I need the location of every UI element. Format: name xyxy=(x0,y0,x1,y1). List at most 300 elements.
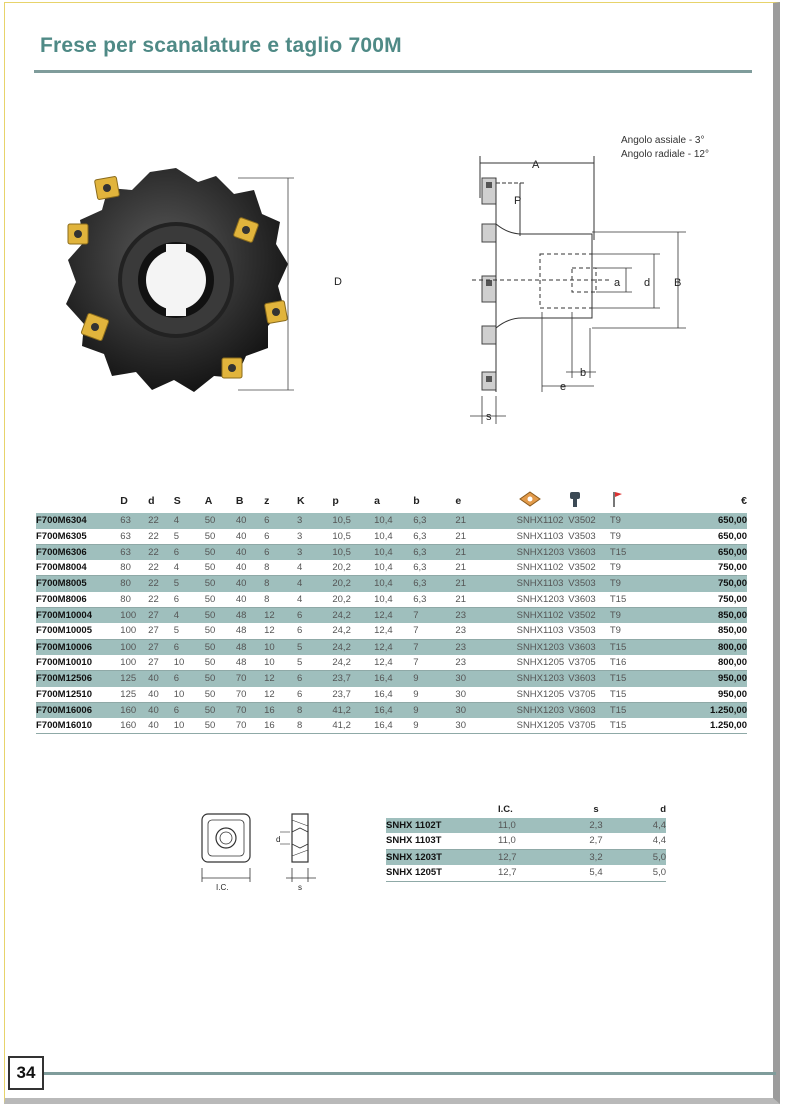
cell-p: 20,2 xyxy=(332,592,374,608)
cell-d: 125 xyxy=(120,671,148,687)
product-code: F700M10010 xyxy=(36,655,120,671)
insert-col-code xyxy=(386,802,498,818)
cell-b: 7 xyxy=(413,639,455,655)
insert-code: SNHX1103 xyxy=(517,576,569,592)
cell-k: 6 xyxy=(297,671,332,687)
cutter-section-diagram xyxy=(462,128,752,424)
insert-table xyxy=(386,802,666,882)
cell-e: 21 xyxy=(455,513,516,528)
cell-k: 4 xyxy=(297,576,332,592)
price: 750,00 xyxy=(710,576,747,592)
cell-p: 20,2 xyxy=(332,560,374,576)
cell-s: 10 xyxy=(174,655,205,671)
cell-a: 16,4 xyxy=(374,702,413,718)
cell-d: 63 xyxy=(120,513,148,528)
dim-A: A xyxy=(532,159,540,171)
cell-k: 3 xyxy=(297,544,332,560)
cell-z: 12 xyxy=(264,623,297,639)
cell-d: 100 xyxy=(120,623,148,639)
cell-a: 50 xyxy=(205,702,236,718)
cell-k: 6 xyxy=(297,608,332,624)
product-code: F700M10004 xyxy=(36,608,120,624)
cell-a: 50 xyxy=(205,623,236,639)
price: 1.250,00 xyxy=(710,718,747,734)
insert-code: SNHX1203 xyxy=(517,592,569,608)
insert-code: SNHX1102 xyxy=(517,560,569,576)
table-row xyxy=(36,702,747,718)
table-row xyxy=(36,576,747,592)
cell-s: 6 xyxy=(174,592,205,608)
dim-D-label: D xyxy=(334,276,342,288)
cell-p: 23,7 xyxy=(332,687,374,703)
screw-code: V3705 xyxy=(568,687,610,703)
page-number: 34 xyxy=(8,1056,44,1090)
cell-s: 4 xyxy=(174,513,205,528)
table-row xyxy=(36,513,747,528)
page-title: Frese per scanalature e taglio 700M xyxy=(40,34,402,57)
col-price: € xyxy=(741,495,747,507)
insert-icon xyxy=(517,490,569,513)
price: 950,00 xyxy=(710,687,747,703)
cell-k: 6 xyxy=(297,687,332,703)
price: 650,00 xyxy=(710,529,747,545)
cell-b: 7 xyxy=(413,655,455,671)
cell-d: 80 xyxy=(120,592,148,608)
cell-s: 6 xyxy=(174,671,205,687)
cell-a: 50 xyxy=(205,655,236,671)
price: 1.250,00 xyxy=(710,702,747,718)
table-row xyxy=(36,529,747,545)
key-code: T15 xyxy=(610,592,710,608)
cell-b: 9 xyxy=(413,687,455,703)
cell-d: 100 xyxy=(120,655,148,671)
cell-a: 50 xyxy=(205,513,236,528)
dim-s: s xyxy=(486,411,492,423)
cell-a: 10,4 xyxy=(374,560,413,576)
price: 750,00 xyxy=(710,592,747,608)
cell-d: 80 xyxy=(120,576,148,592)
product-code: F700M8005 xyxy=(36,576,120,592)
key-code: T9 xyxy=(610,623,710,639)
col-e: e xyxy=(455,495,462,507)
insert-code: SNHX1102 xyxy=(517,513,569,528)
product-code: F700M10005 xyxy=(36,623,120,639)
product-code: F700M16010 xyxy=(36,718,120,734)
cell-d: 160 xyxy=(120,718,148,734)
insert-col-s: s xyxy=(593,804,599,815)
cell-b: 6,3 xyxy=(413,544,455,560)
insert-code: SNHX1205 xyxy=(517,687,569,703)
cell-b: 70 xyxy=(236,687,264,703)
cell-e: 23 xyxy=(455,655,516,671)
key-code: T9 xyxy=(610,513,710,528)
cell-a: 50 xyxy=(205,529,236,545)
cell-a: 10,4 xyxy=(374,576,413,592)
cutter-table xyxy=(36,490,747,734)
product-code: F700M6305 xyxy=(36,529,120,545)
insert-code: SNHX 1103T xyxy=(386,833,498,849)
note-axial: Angolo assiale - 3° xyxy=(621,135,705,146)
insert-s: 3,2 xyxy=(568,849,624,865)
cell-a: 12,4 xyxy=(374,655,413,671)
cell-d: 22 xyxy=(148,529,174,545)
col-z: z xyxy=(264,495,270,507)
cell-p: 24,2 xyxy=(332,623,374,639)
cell-d: 40 xyxy=(148,671,174,687)
cell-k: 5 xyxy=(297,639,332,655)
insert-code: SNHX 1203T xyxy=(386,849,498,865)
cell-p: 24,2 xyxy=(332,639,374,655)
insert-d: 4,4 xyxy=(624,833,666,849)
screw-code: V3502 xyxy=(568,513,610,528)
cell-b: 40 xyxy=(236,513,264,528)
cell-a: 12,4 xyxy=(374,623,413,639)
table-row xyxy=(36,655,747,671)
table-row xyxy=(36,639,747,655)
insert-code: SNHX1205 xyxy=(517,718,569,734)
cell-a: 10,4 xyxy=(374,529,413,545)
table-row xyxy=(36,687,747,703)
table-row xyxy=(36,544,747,560)
col-D: D xyxy=(120,495,128,507)
cell-d: 63 xyxy=(120,544,148,560)
key-code: T15 xyxy=(610,671,710,687)
key-code: T16 xyxy=(610,655,710,671)
price: 800,00 xyxy=(710,655,747,671)
product-code: F700M8006 xyxy=(36,592,120,608)
cell-d: 27 xyxy=(148,623,174,639)
insert-d: 5,0 xyxy=(624,865,666,881)
table-row xyxy=(36,592,747,608)
cell-d: 100 xyxy=(120,608,148,624)
cell-b: 48 xyxy=(236,623,264,639)
key-code: T15 xyxy=(610,687,710,703)
key-code: T9 xyxy=(610,608,710,624)
insert-table-header xyxy=(386,802,666,818)
insert-row xyxy=(386,849,666,865)
cell-k: 8 xyxy=(297,702,332,718)
cell-z: 12 xyxy=(264,608,297,624)
cell-z: 6 xyxy=(264,513,297,528)
cell-e: 23 xyxy=(455,623,516,639)
cell-k: 3 xyxy=(297,529,332,545)
insert-code: SNHX 1205T xyxy=(386,865,498,881)
cell-s: 10 xyxy=(174,718,205,734)
cell-z: 12 xyxy=(264,687,297,703)
col-b: b xyxy=(413,495,420,507)
fig-ic: I.C. xyxy=(216,883,229,892)
dim-b: b xyxy=(580,367,587,379)
cell-k: 4 xyxy=(297,592,332,608)
cell-z: 8 xyxy=(264,592,297,608)
cell-b: 40 xyxy=(236,529,264,545)
cell-b: 6,3 xyxy=(413,529,455,545)
cell-d: 22 xyxy=(148,592,174,608)
cell-k: 4 xyxy=(297,560,332,576)
cell-e: 21 xyxy=(455,560,516,576)
cell-a: 50 xyxy=(205,560,236,576)
insert-s: 2,3 xyxy=(568,818,624,834)
cell-b: 70 xyxy=(236,671,264,687)
cell-p: 23,7 xyxy=(332,671,374,687)
dim-a: a xyxy=(614,277,621,289)
cell-z: 8 xyxy=(264,576,297,592)
cell-p: 41,2 xyxy=(332,702,374,718)
cell-e: 30 xyxy=(455,687,516,703)
cell-d: 160 xyxy=(120,702,148,718)
cell-d: 22 xyxy=(148,544,174,560)
cell-p: 10,5 xyxy=(332,513,374,528)
cell-d: 40 xyxy=(148,718,174,734)
price: 950,00 xyxy=(710,671,747,687)
cell-b: 6,3 xyxy=(413,560,455,576)
fig-s: s xyxy=(298,883,302,892)
key-code: T9 xyxy=(610,529,710,545)
cell-b: 6,3 xyxy=(413,513,455,528)
col-p: p xyxy=(332,495,339,507)
cell-a: 50 xyxy=(205,544,236,560)
cell-d: 22 xyxy=(148,513,174,528)
cell-e: 21 xyxy=(455,592,516,608)
insert-s: 5,4 xyxy=(568,865,624,881)
insert-col-d: d xyxy=(660,804,666,815)
cell-e: 23 xyxy=(455,608,516,624)
insert-s: 2,7 xyxy=(568,833,624,849)
cell-b: 7 xyxy=(413,608,455,624)
col-K: K xyxy=(297,495,305,507)
screw-code: V3502 xyxy=(568,560,610,576)
cell-d: 125 xyxy=(120,687,148,703)
cell-b: 40 xyxy=(236,576,264,592)
dim-B: B xyxy=(674,277,682,289)
key-code: T9 xyxy=(610,576,710,592)
cell-s: 4 xyxy=(174,608,205,624)
cell-s: 5 xyxy=(174,576,205,592)
cell-a: 16,4 xyxy=(374,718,413,734)
fig-d: d xyxy=(276,835,281,844)
cell-b: 48 xyxy=(236,639,264,655)
cell-a: 10,4 xyxy=(374,544,413,560)
cell-z: 16 xyxy=(264,718,297,734)
insert-code: SNHX1203 xyxy=(517,702,569,718)
cell-b: 6,3 xyxy=(413,576,455,592)
cell-e: 21 xyxy=(455,576,516,592)
cell-z: 8 xyxy=(264,560,297,576)
price: 850,00 xyxy=(710,608,747,624)
product-code: F700M16006 xyxy=(36,702,120,718)
cell-b: 40 xyxy=(236,592,264,608)
screw-code: V3705 xyxy=(568,718,610,734)
cell-a: 50 xyxy=(205,592,236,608)
col-B: B xyxy=(235,495,244,507)
cell-a: 50 xyxy=(205,718,236,734)
product-code: F700M12506 xyxy=(36,671,120,687)
cell-a: 12,4 xyxy=(374,608,413,624)
cell-b: 48 xyxy=(236,655,264,671)
cell-a: 10,4 xyxy=(374,513,413,528)
table-row xyxy=(36,623,747,639)
insert-code: SNHX1103 xyxy=(517,529,569,545)
cell-k: 6 xyxy=(297,623,332,639)
cell-z: 10 xyxy=(264,639,297,655)
cell-s: 5 xyxy=(174,529,205,545)
cell-a: 50 xyxy=(205,671,236,687)
cell-a: 16,4 xyxy=(374,671,413,687)
cell-b: 70 xyxy=(236,702,264,718)
key-code: T15 xyxy=(610,702,710,718)
insert-col-ic: I.C. xyxy=(498,804,513,815)
cell-d: 80 xyxy=(120,560,148,576)
product-code: F700M8004 xyxy=(36,560,120,576)
insert-row xyxy=(386,833,666,849)
cell-d: 22 xyxy=(148,560,174,576)
cell-d: 40 xyxy=(148,702,174,718)
cell-e: 30 xyxy=(455,718,516,734)
cell-z: 16 xyxy=(264,702,297,718)
cell-a: 50 xyxy=(205,608,236,624)
cell-b: 7 xyxy=(413,623,455,639)
cell-e: 30 xyxy=(455,671,516,687)
cell-p: 41,2 xyxy=(332,718,374,734)
cell-b: 9 xyxy=(413,718,455,734)
insert-d: 4,4 xyxy=(624,818,666,834)
key-code: T15 xyxy=(610,718,710,734)
insert-ic: 12,7 xyxy=(498,865,568,881)
table-row xyxy=(36,718,747,734)
cell-b: 40 xyxy=(236,560,264,576)
insert-code: SNHX1203 xyxy=(517,639,569,655)
cell-a: 12,4 xyxy=(374,639,413,655)
cell-a: 10,4 xyxy=(374,592,413,608)
insert-row xyxy=(386,865,666,881)
cell-a: 50 xyxy=(205,576,236,592)
col-A: A xyxy=(204,495,213,507)
price: 850,00 xyxy=(710,623,747,639)
insert-code: SNHX1102 xyxy=(517,608,569,624)
cell-a: 50 xyxy=(205,639,236,655)
table-header-row xyxy=(36,490,747,513)
insert-code: SNHX1203 xyxy=(517,544,569,560)
col-a: a xyxy=(374,495,380,507)
screw-code: V3503 xyxy=(568,529,610,545)
table-row xyxy=(36,671,747,687)
col-code xyxy=(36,490,120,513)
table-row xyxy=(36,608,747,624)
cell-p: 10,5 xyxy=(332,544,374,560)
insert-ic: 12,7 xyxy=(498,849,568,865)
cell-e: 30 xyxy=(455,702,516,718)
screw-code: V3603 xyxy=(568,592,610,608)
price: 650,00 xyxy=(710,513,747,528)
insert-row xyxy=(386,818,666,834)
insert-ic: 11,0 xyxy=(498,818,568,834)
cell-p: 20,2 xyxy=(332,576,374,592)
table-row xyxy=(36,560,747,576)
product-code: F700M10006 xyxy=(36,639,120,655)
cell-e: 21 xyxy=(455,544,516,560)
cell-b: 40 xyxy=(236,544,264,560)
cell-s: 4 xyxy=(174,560,205,576)
cell-a: 16,4 xyxy=(374,687,413,703)
angle-notes xyxy=(621,134,709,162)
cell-k: 3 xyxy=(297,513,332,528)
cell-s: 5 xyxy=(174,623,205,639)
insert-code: SNHX 1102T xyxy=(386,818,498,834)
screw-code: V3503 xyxy=(568,623,610,639)
cell-e: 23 xyxy=(455,639,516,655)
dim-e: e xyxy=(560,381,567,393)
cell-d: 22 xyxy=(148,576,174,592)
cell-d: 27 xyxy=(148,655,174,671)
product-code: F700M12510 xyxy=(36,687,120,703)
cell-e: 21 xyxy=(455,529,516,545)
insert-ic: 11,0 xyxy=(498,833,568,849)
cell-z: 6 xyxy=(264,529,297,545)
key-icon xyxy=(610,490,710,513)
insert-code: SNHX1203 xyxy=(517,671,569,687)
cell-d: 27 xyxy=(148,639,174,655)
cell-s: 6 xyxy=(174,544,205,560)
dim-P: P xyxy=(514,195,522,207)
screw-code: V3603 xyxy=(568,671,610,687)
title-rule xyxy=(34,70,752,73)
note-radial: Angolo radiale - 12° xyxy=(621,149,709,160)
cell-b: 70 xyxy=(236,718,264,734)
cell-z: 12 xyxy=(264,671,297,687)
cell-s: 10 xyxy=(174,687,205,703)
screw-icon xyxy=(568,490,610,513)
cell-k: 8 xyxy=(297,718,332,734)
cell-b: 6,3 xyxy=(413,592,455,608)
dim-d: d xyxy=(644,277,651,289)
cell-z: 10 xyxy=(264,655,297,671)
price: 750,00 xyxy=(710,560,747,576)
cell-d: 27 xyxy=(148,608,174,624)
screw-code: V3603 xyxy=(568,639,610,655)
cell-d: 40 xyxy=(148,687,174,703)
col-S: S xyxy=(173,495,181,507)
screw-code: V3503 xyxy=(568,576,610,592)
footer-rule xyxy=(44,1072,776,1075)
cell-p: 10,5 xyxy=(332,529,374,545)
cell-p: 24,2 xyxy=(332,608,374,624)
cell-s: 6 xyxy=(174,702,205,718)
cell-k: 5 xyxy=(297,655,332,671)
key-code: T9 xyxy=(610,560,710,576)
key-code: T15 xyxy=(610,544,710,560)
cell-b: 48 xyxy=(236,608,264,624)
insert-d: 5,0 xyxy=(624,849,666,865)
insert-code: SNHX1103 xyxy=(517,623,569,639)
price: 650,00 xyxy=(710,544,747,560)
screw-code: V3502 xyxy=(568,608,610,624)
cell-b: 9 xyxy=(413,671,455,687)
cell-d: 100 xyxy=(120,639,148,655)
insert-code: SNHX1205 xyxy=(517,655,569,671)
cell-p: 24,2 xyxy=(332,655,374,671)
product-code: F700M6304 xyxy=(36,513,120,528)
insert-drawing xyxy=(190,800,340,892)
cell-d: 63 xyxy=(120,529,148,545)
product-code: F700M6306 xyxy=(36,544,120,560)
cell-b: 9 xyxy=(413,702,455,718)
screw-code: V3603 xyxy=(568,702,610,718)
price: 800,00 xyxy=(710,639,747,655)
key-code: T15 xyxy=(610,639,710,655)
screw-code: V3705 xyxy=(568,655,610,671)
cell-s: 6 xyxy=(174,639,205,655)
cell-z: 6 xyxy=(264,544,297,560)
